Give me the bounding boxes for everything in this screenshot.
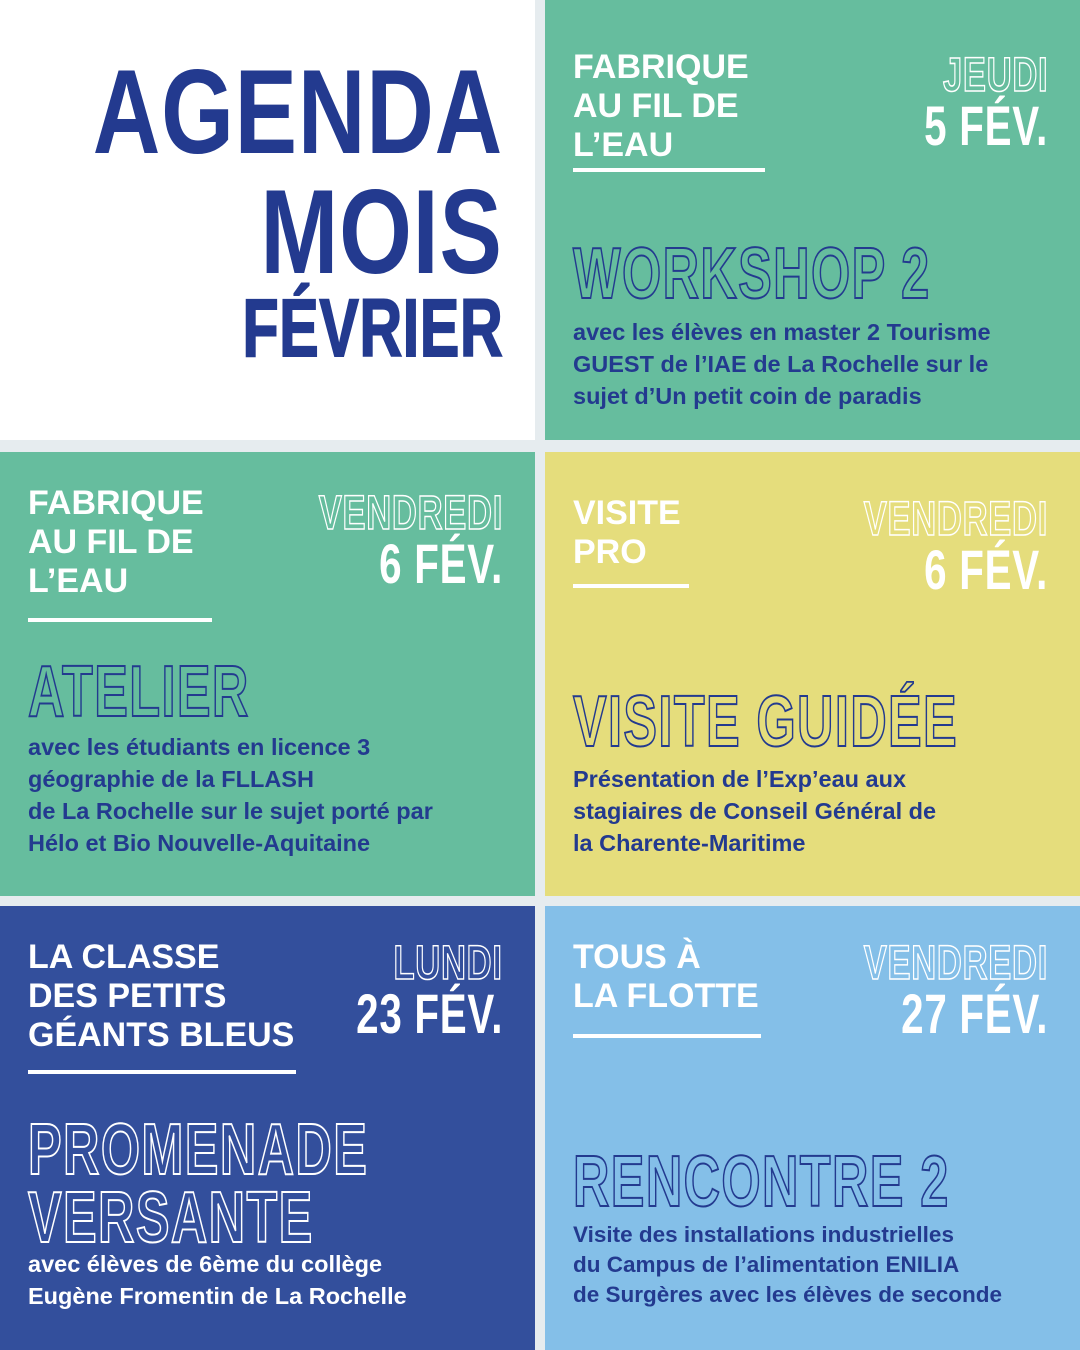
description-line: avec les étudiants en licence 3 bbox=[28, 734, 371, 760]
title-month: FÉVRIER bbox=[242, 283, 503, 374]
description-line: sujet d’Un petit coin de paradis bbox=[573, 383, 922, 409]
event-weekday: LUNDI bbox=[393, 937, 503, 990]
description-line: de Surgères avec les élèves de seconde bbox=[573, 1282, 1003, 1307]
event-description bbox=[573, 763, 936, 859]
event-card-rencontre bbox=[545, 906, 1080, 1350]
event-place bbox=[28, 484, 204, 601]
description-line: géographie de la FLLASH bbox=[28, 766, 314, 792]
event-date: 5 FÉV. bbox=[924, 94, 1048, 157]
event-weekday: VENDREDI bbox=[863, 493, 1048, 546]
place-line: DES PETITS bbox=[28, 977, 227, 1015]
agenda-title-panel bbox=[0, 0, 535, 440]
place-line: L’EAU bbox=[573, 126, 674, 164]
place-line: AU FIL DE bbox=[28, 523, 194, 561]
event-weekday: JEUDI bbox=[942, 49, 1048, 102]
description-line: GUEST de l’IAE de La Rochelle sur le bbox=[573, 351, 989, 377]
description-line: la Charente-Maritime bbox=[573, 830, 806, 856]
place-line: LA CLASSE bbox=[28, 938, 220, 976]
place-line: PRO bbox=[573, 533, 647, 571]
description-line: avec les élèves en master 2 Tourisme bbox=[573, 319, 991, 345]
place-line: VISITE bbox=[573, 494, 681, 532]
description-line: du Campus de l’alimentation ENILIA bbox=[573, 1252, 960, 1277]
place-underline bbox=[28, 618, 212, 622]
place-line: FABRIQUE bbox=[28, 484, 204, 522]
place-line: TOUS À bbox=[573, 938, 701, 976]
event-title: VERSANTE bbox=[28, 1178, 314, 1258]
description-line: de La Rochelle sur le sujet porté par bbox=[28, 798, 433, 824]
title-agenda: AGENDA bbox=[92, 45, 503, 179]
place-line: FABRIQUE bbox=[573, 48, 749, 86]
event-card-workshop bbox=[545, 0, 1080, 440]
event-description bbox=[573, 316, 991, 412]
event-place bbox=[28, 938, 294, 1055]
event-place bbox=[573, 48, 749, 165]
event-title: PROMENADE bbox=[28, 1110, 369, 1190]
event-date: 27 FÉV. bbox=[900, 982, 1048, 1045]
description-line: stagiaires de Conseil Général de bbox=[573, 798, 937, 824]
description-line: avec élèves de 6ème du collège bbox=[28, 1251, 383, 1277]
description-line: Eugène Fromentin de La Rochelle bbox=[28, 1283, 407, 1309]
place-line: LA FLOTTE bbox=[573, 977, 759, 1015]
event-place bbox=[573, 494, 681, 572]
place-underline bbox=[28, 1070, 296, 1074]
event-date: 6 FÉV. bbox=[924, 538, 1048, 601]
description-line: Hélo et Bio Nouvelle-Aquitaine bbox=[28, 830, 371, 856]
event-description bbox=[28, 1248, 407, 1312]
event-description bbox=[573, 1220, 1002, 1310]
event-title: WORKSHOP 2 bbox=[573, 234, 931, 314]
event-title: ATELIER bbox=[28, 652, 250, 732]
event-weekday: VENDREDI bbox=[863, 937, 1048, 990]
event-title: VISITE GUIDÉE bbox=[573, 682, 959, 762]
title-mois: MOIS bbox=[260, 165, 503, 299]
place-line: GÉANTS BLEUS bbox=[28, 1016, 295, 1054]
place-line: L’EAU bbox=[28, 562, 129, 600]
event-card-atelier bbox=[0, 452, 535, 896]
description-line: Présentation de l’Exp’eau aux bbox=[573, 766, 907, 792]
event-place bbox=[573, 938, 759, 1016]
event-date: 23 FÉV. bbox=[355, 982, 503, 1045]
event-card-promenade bbox=[0, 906, 535, 1350]
event-date: 6 FÉV. bbox=[379, 532, 503, 595]
event-weekday: VENDREDI bbox=[318, 487, 503, 540]
place-underline bbox=[573, 168, 765, 172]
event-title: RENCONTRE 2 bbox=[573, 1142, 950, 1222]
description-line: Visite des installations industrielles bbox=[573, 1222, 954, 1247]
place-underline bbox=[573, 584, 689, 588]
event-description bbox=[28, 731, 433, 859]
place-underline bbox=[573, 1034, 761, 1038]
event-card-visite-guidee bbox=[545, 452, 1080, 896]
place-line: AU FIL DE bbox=[573, 87, 739, 125]
